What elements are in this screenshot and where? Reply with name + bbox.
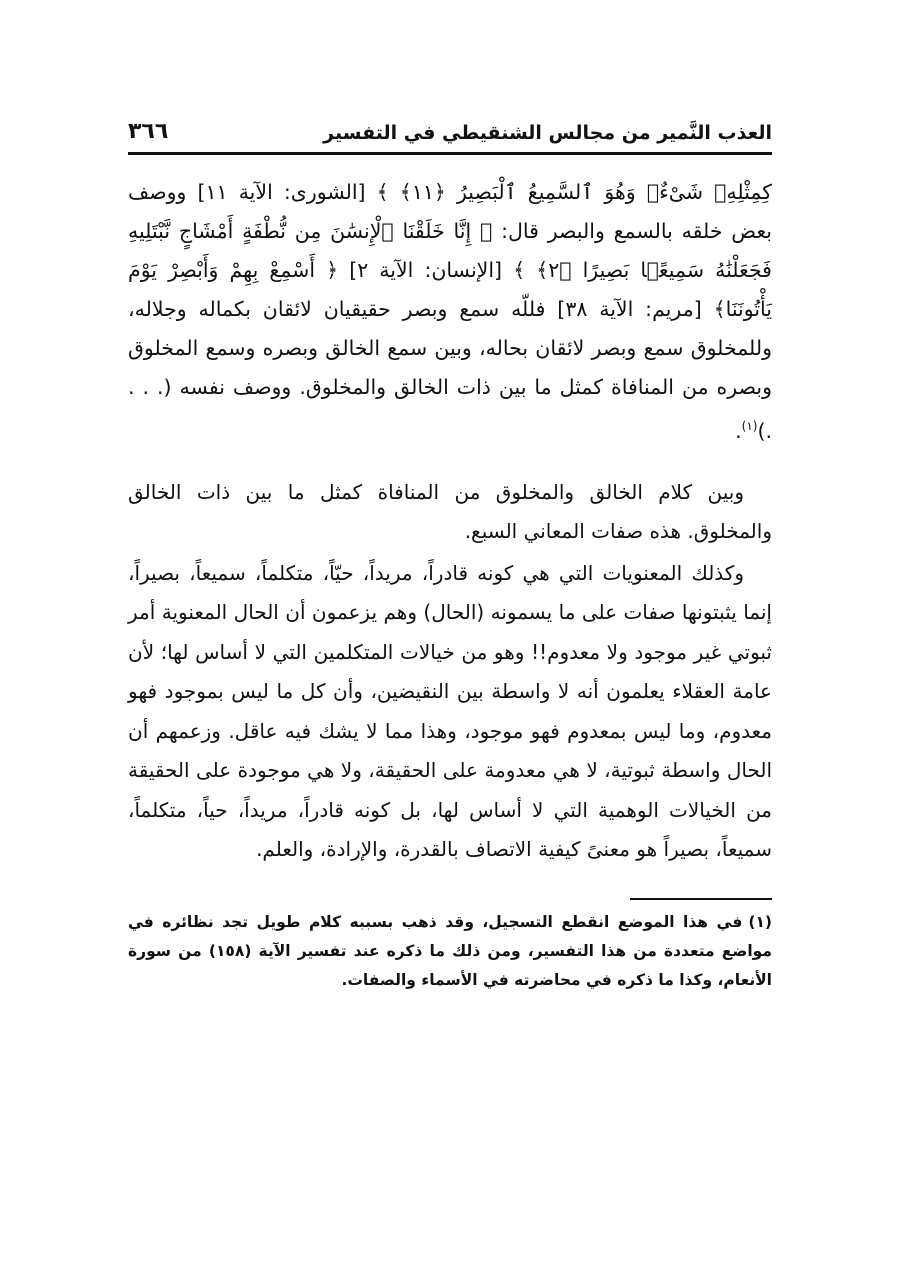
header-rule xyxy=(128,152,772,155)
page-number: ٣٦٦ xyxy=(128,119,169,144)
paragraph: وكذلك المعنويات التي هي كونه قادراً، مريداً، حيّاً، متكلماً، سميعاً، بصيراً، إنما يثبتونها صفات على ما يسمونه (الحال) وهم يزعمون أن الحال المعنوية أمر ثبوتي غير موجود ولا معدوم!! وهو من خيالات المتكلمين التي لا أساس لها؛ لأن عامة العقلاء يعلمون أنه لا واسطة بين النقيضين، وأن كل ما ليس بموجود فهو معدوم، وما ليس بمعدوم فهو موجود، وهذا مما لا يشك فيه عاقل. وزعمهم أن الحال واسطة ثبوتية، لا هي معدومة على الحقيقة، ولا هي موجودة على الحقيقة من الخيالات الوهمية التي لا أساس لها، بل كونه قادراً، مريداً، حياً، متكلماً، سميعاً، بصيراً هو معنىً كيفية الاتصاف بالقدرة، والإرادة، والعلم. xyxy=(128,560,772,862)
footnote xyxy=(128,908,772,995)
book-page xyxy=(128,108,772,995)
quote-block-end: . xyxy=(735,418,742,443)
footnote-ref: (١) xyxy=(741,419,758,433)
quran-quote-block xyxy=(128,173,772,451)
footnote-text: في هذا الموضع انقطع التسجيل، وقد ذهب بسببه كلام طويل تجد نظائره في مواضع متعددة من هذا التفسير، ومن ذلك ما ذكره عند تفسير الآية (١٥٨) من سورة الأنعام، وكذا ما ذكره في محاضرته في الأسماء والصفات. xyxy=(128,912,772,989)
paragraph: وبين كلام الخالق والمخلوق من المنافاة كمثل ما بين ذات الخالق والمخلوق. هذه صفات المعاني السبع. xyxy=(128,479,772,544)
footnote-marker: (١) xyxy=(748,912,772,931)
quote-block-text: كِمِثْلِهِۦ شَىْءٌۖ وَهُوَ ٱلسَّمِيعُ ٱلْبَصِيرُ ﴿١١﴾ ﴾ [الشورى: الآية ١١] ووصف بعض خلقه بالسمع والبصر قال: ﴿ إِنَّا خَلَقْنَا ٱلْإِنسَٰنَ مِن نُّطْفَةٍ أَمْشَاجٍ نَّبْتَلِيهِ فَجَعَلْنَٰهُ سَمِيعًۢا بَصِيرًا ﴿٢﴾ ﴾ [الإنسان: الآية ٢] ﴿ أَسْمِعْ بِهِمْ وَأَبْصِرْ يَوْمَ يَأْتُونَنَا﴾ [مريم: الآية ٣٨] فللّه سمع وبصر حقيقيان لائقان بكماله وجلاله، وللمخلوق سمع وبصر لائقان بحاله، وبين سمع الخالق وبصره وسمع المخلوق وبصره من المنافاة كمثل ما بين ذات الخالق والمخلوق. ووصف نفسه (. . . .) xyxy=(128,180,773,443)
footnotes xyxy=(128,908,772,995)
book-title: العذب النَّمير من مجالس الشنقيطي في التفسير xyxy=(323,122,772,144)
footnote-rule xyxy=(630,898,772,900)
body-text xyxy=(128,473,772,870)
page-header xyxy=(128,108,772,144)
